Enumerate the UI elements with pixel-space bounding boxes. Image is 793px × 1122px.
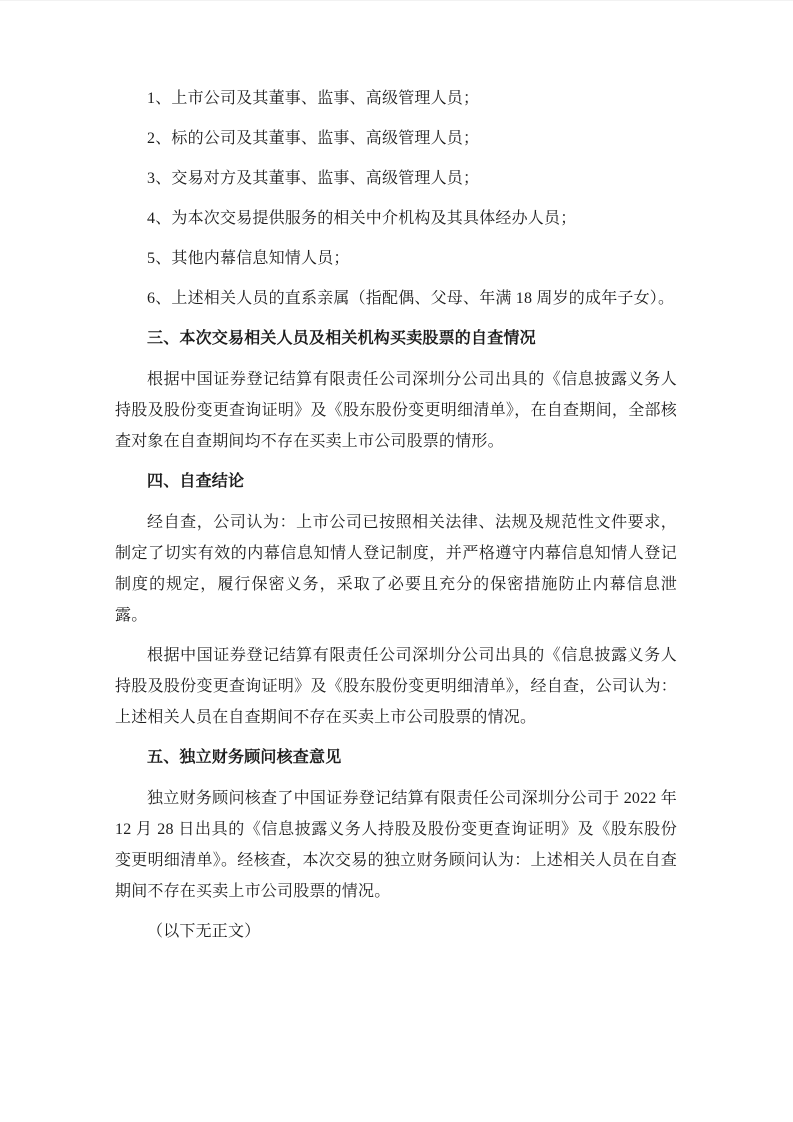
section-3-paragraph: 根据中国证券登记结算有限责任公司深圳分公司出具的《信息披露义务人持股及股份变更查询证明》及《股东股份变更明细清单》，在自查期间，全部核查对象在自查期间均不存在买卖上市公司股票的情形。 xyxy=(115,371,677,450)
section-4-paragraph-1: 经自查，公司认为：上市公司已按照相关法律、法规及规范性文件要求，制定了切实有效的内幕信息知情人登记制度，并严格遵守内幕信息知情人登记制度的规定，履行保密义务，采取了必要且充分的保密措施防止内幕信息泄露。 xyxy=(115,514,677,624)
section-heading-5: 五、独立财务顾问核查意见 xyxy=(147,749,342,766)
list-item-4: 4、为本次交易提供服务的相关中介机构及其具体经办人员； xyxy=(147,210,577,227)
list-item-3: 3、交易对方及其董事、监事、高级管理人员； xyxy=(147,170,480,187)
list-item-6: 6、上述相关人员的直系亲属（指配偶、父母、年满 18 周岁的成年子女）。 xyxy=(147,290,675,307)
closing-note: （以下无正文） xyxy=(147,923,261,940)
section-heading-3: 三、本次交易相关人员及相关机构买卖股票的自查情况 xyxy=(147,330,536,347)
list-item-2: 2、标的公司及其董事、监事、高级管理人员； xyxy=(147,130,480,147)
section-heading-4: 四、自查结论 xyxy=(147,473,245,490)
section-5-paragraph: 独立财务顾问核查了中国证券登记结算有限责任公司深圳分公司于 2022 年 12 月 28 日出具的《信息披露义务人持股及股份变更查询证明》及《股东股份变更明细清单》。经核查，本次交易的独立财务顾问认为：上述相关人员在自查期间不存在买卖上市公司股票的情况。 xyxy=(115,790,677,900)
section-4-paragraph-2: 根据中国证券登记结算有限责任公司深圳分公司出具的《信息披露义务人持股及股份变更查询证明》及《股东股份变更明细清单》，经自查，公司认为：上述相关人员在自查期间不存在买卖上市公司股票的情况。 xyxy=(115,647,677,726)
list-item-5: 5、其他内幕信息知情人员； xyxy=(147,250,350,267)
list-item-1: 1、上市公司及其董事、监事、高级管理人员； xyxy=(147,90,480,107)
